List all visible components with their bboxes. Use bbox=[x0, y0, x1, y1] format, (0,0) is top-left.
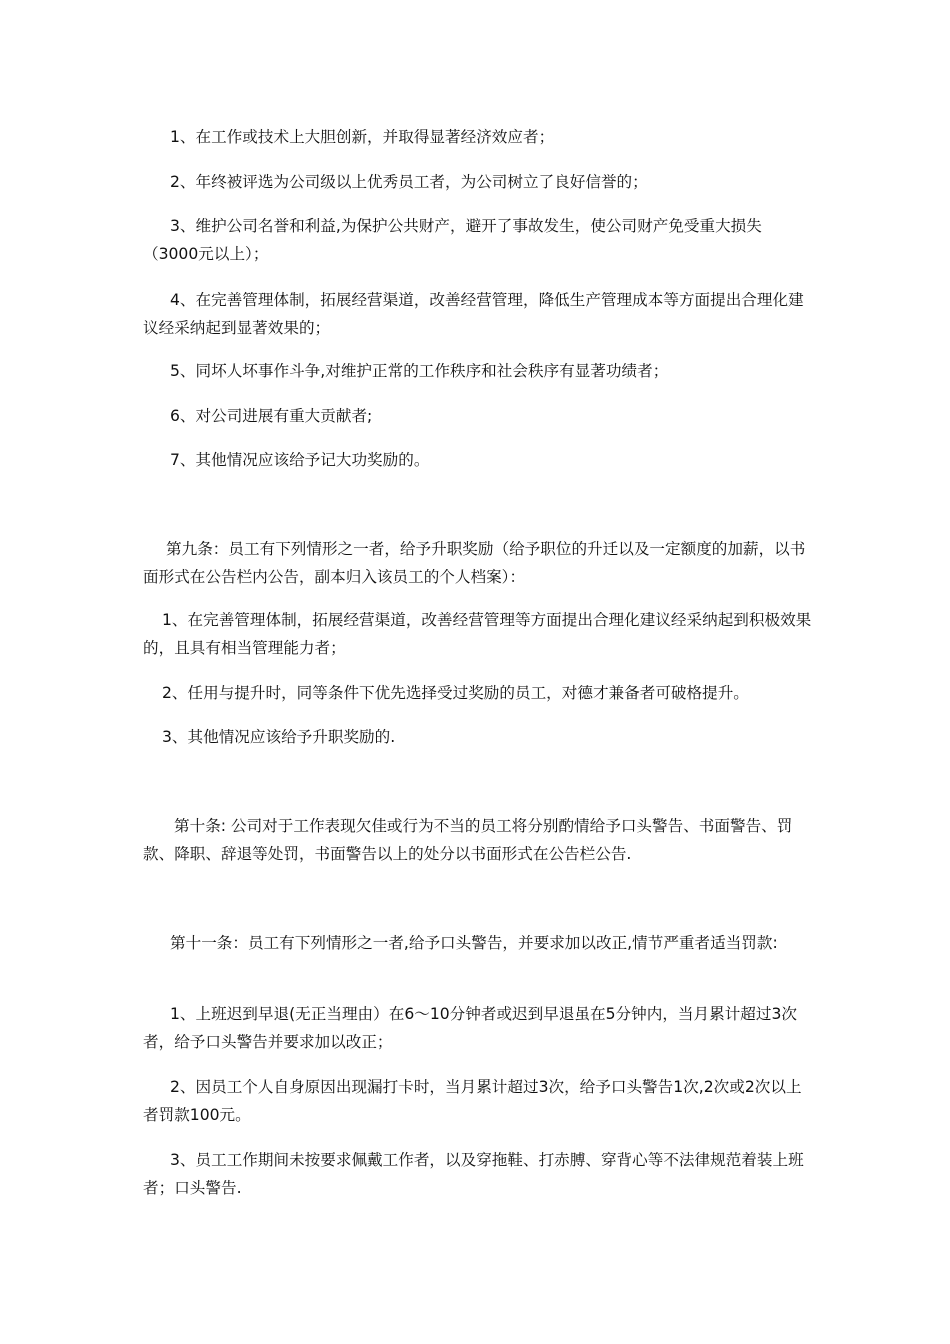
article-11-item-2: 2、因员工个人自身原因出现漏打卡时，当月累计超过3次，给予口头警告1次,2次或2次以上者罚款100元。 bbox=[143, 1078, 802, 1124]
paragraph-3: 3、维护公司名誉和利益,为保护公共财产，避开了事故发生，使公司财产免受重大损失（3000元以上）； bbox=[143, 217, 762, 263]
article-9-item-1: 1、在完善管理体制，拓展经营渠道，改善经营管理等方面提出合理化建议经采纳起到积极效果的，且具有相当管理能力者； bbox=[143, 611, 812, 657]
paragraph-4: 4、在完善管理体制，拓展经营渠道，改善经营管理，降低生产管理成本等方面提出合理化建议经采纳起到显著效果的； bbox=[143, 291, 804, 337]
article-9-item-3: 3、其他情况应该给予升职奖励的. bbox=[162, 728, 396, 746]
paragraph-6: 6、对公司进展有重大贡献者; bbox=[170, 407, 373, 425]
article-11: 第十一条：员工有下列情形之一者,给予口头警告，并要求加以改正,情节严重者适当罚款: bbox=[170, 934, 778, 952]
paragraph-2: 2、年终被评选为公司级以上优秀员工者，为公司树立了良好信誉的； bbox=[170, 173, 648, 191]
paragraph-1: 1、在工作或技术上大胆创新，并取得显著经济效应者； bbox=[170, 128, 555, 146]
article-9: 第九条：员工有下列情形之一者，给予升职奖励（给予职位的升迁以及一定额度的加薪，以书面形式在公告栏内公告，副本归入该员工的个人档案）： bbox=[143, 540, 806, 586]
paragraph-5: 5、同坏人坏事作斗争,对维护正常的工作秩序和社会秩序有显著功绩者； bbox=[170, 362, 669, 380]
article-10: 第十条: 公司对于工作表现欠佳或行为不当的员工将分别酌情给予口头警告、书面警告、罚款、降职、辞退等处罚，书面警告以上的处分以书面形式在公告栏公告. bbox=[143, 817, 793, 863]
paragraph-7: 7、其他情况应该给予记大功奖励的。 bbox=[170, 451, 430, 469]
article-11-item-3: 3、员工工作期间未按要求佩戴工作者，以及穿拖鞋、打赤膊、穿背心等不法律规范着装上班者；口头警告. bbox=[143, 1151, 804, 1197]
article-11-item-1: 1、上班迟到早退(无正当理由）在6～10分钟者或迟到早退虽在5分钟内，当月累计超过3次者，给予口头警告并要求加以改正； bbox=[143, 1005, 797, 1051]
article-9-item-2: 2、任用与提升时，同等条件下优先选择受过奖励的员工，对德才兼备者可破格提升。 bbox=[162, 684, 749, 702]
